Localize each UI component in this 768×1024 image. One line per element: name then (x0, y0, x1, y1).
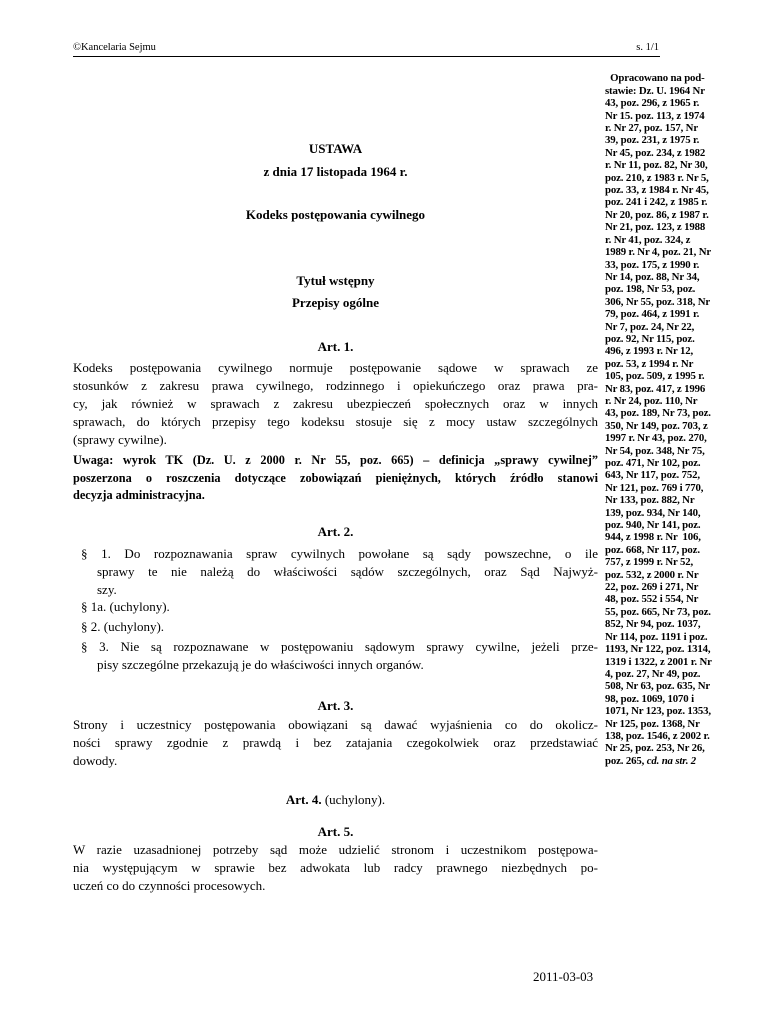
header-page-number: s. 1/1 (636, 42, 659, 53)
section-line: sprawy te nie należą do właściwości sądów szczególnych, oraz Sąd Najwyż- (97, 564, 598, 579)
margin-note-lines: Opracowano na pod- stawie: Dz. U. 1964 Nr 43, poz. 296, z 1965 r. Nr 15. poz. 113, z 1974 r. Nr 27, poz. 157, Nr 39, poz. 231, z 1975 r. Nr 45, poz. 234, z 1982 r. Nr 11, poz. 82, Nr 30, poz. 210, z 1983 r. Nr 5, poz. 33, z 1984 r. Nr 45, poz. 241 i 242, z 1985 r. Nr 20, poz. 86, z 1987 r. Nr 21, poz. 123, z 1988 r. Nr 41, poz. 324, z 1989 r. Nr 4, poz. 21, Nr 33, poz. 175, z 1990 r. Nr 14, poz. 88, Nr 34, poz. 198, Nr 53, poz. 306, Nr 55, poz. 318, Nr 79, poz. 464, z 1991 r. Nr 7, poz. 24, Nr 22, poz. 92, Nr 115, poz. 496, z 1993 r. Nr 12, poz. 53, z 1994 r. Nr 105, poz. 509, z 1995 r. Nr 83, poz. 417, z 1996 r. Nr 24, poz. 110, Nr 43, poz. 189, Nr 73, poz. 350, Nr 149, poz. 703, z 1997 r. Nr 43, poz. 270, Nr 54, poz. 348, Nr 75, poz. 471, Nr 102, poz. 643, Nr 117, poz. 752, Nr 121, poz. 769 i 770, Nr 133, poz. 882, Nr 139, poz. 934, Nr 140, poz. 940, Nr 141, poz. 944, z 1998 r. Nr 106, poz. 668, Nr 117, poz. 757, z 1999 r. Nr 52, poz. 532, z 2000 r. Nr 22, poz. 269 i 271, Nr 48, poz. 552 i 554, Nr 55, poz. 665, Nr 73, poz. 852, Nr 94, poz. 1037, Nr 114, poz. 1191 i poz. 1193, Nr 122, poz. 1314, 1319 i 1322, z 2001 r. Nr 4, poz. 27, Nr 49, poz. 508, Nr 63, poz. 635, Nr 98, poz. 1069, 1070 i 1071, Nr 123, poz. 1353, Nr 125, poz. 1368, Nr 138, poz. 1546, z 2002 r. Nr 25, poz. 253, Nr 26, (605, 72, 712, 755)
art5-heading: Art. 5. (317, 824, 354, 839)
section-line: § 3. Nie są rozpoznawane w postępowaniu sądowym sprawy cywilne, jeżeli prze- (81, 639, 598, 654)
document-title: Kodeks postępowania cywilnego (245, 207, 426, 222)
art4-status: (uchylony). (321, 792, 386, 807)
part-title: Tytuł wstępny (296, 273, 375, 288)
art1-line: (sprawy cywilne). (73, 432, 167, 447)
art5-line: W razie uzasadnionej potrzeby sąd może udzielić stronom i uczestnikom postępowa- (73, 842, 598, 857)
margin-note-sources (605, 60, 731, 767)
art2-heading: Art. 2. (317, 524, 354, 539)
art1-line: Kodeks postępowania cywilnego normuje postępowanie sądowe w sprawach ze (73, 360, 598, 375)
section-line: szy. (97, 582, 117, 597)
header-copyright: ©Kancelaria Sejmu (73, 42, 156, 53)
art1-heading: Art. 1. (317, 339, 354, 354)
art2-section-2: § 2. (uchylony). (81, 619, 165, 634)
document-date: z dnia 17 listopada 1964 r. (263, 164, 408, 179)
part-subtitle: Przepisy ogólne (291, 295, 379, 310)
art1-note (73, 452, 598, 505)
art1-line: cy, jak również w sprawach z zakresu ubezpieczeń społecznych oraz w innych (73, 396, 598, 411)
section-line: § 1. Do rozpoznawania spraw cywilnych powołane są sądy powszechne, o ile (81, 546, 598, 561)
footer-date: 2011-03-03 (533, 969, 594, 984)
art3-line: dowody. (73, 753, 118, 768)
note-line: Uwaga: wyrok TK (Dz. U. z 2000 r. Nr 55, poz. 665) – definicja „sprawy cywilnej” (73, 453, 598, 467)
art5-line: uczeń co do czynności procesowych. (73, 878, 266, 893)
art3-heading: Art. 3. (317, 698, 354, 713)
note-line: poszerzona o roszczenia dotyczące zobowiązań pieniężnych, których źródło stanowi (73, 470, 598, 485)
art3-line: ności sprawy zgodnie z prawdą i bez zatajania czegokolwiek oraz przedstawiać (73, 735, 598, 750)
margin-note-last-line: poz. 265, (605, 754, 647, 767)
section-line: pisy szczególne przekazują je do właściwości innych organów. (97, 657, 424, 672)
art2-section-1 (81, 545, 598, 599)
art3-text (73, 716, 598, 770)
margin-note-continuation: cd. na str. 2 (646, 754, 697, 767)
art4-heading: Art. 4. (uchylony). (285, 792, 386, 807)
art5-text (73, 841, 598, 895)
art3-line: Strony i uczestnicy postępowania obowiązani są dawać wyjaśnienia co do okolicz- (73, 717, 598, 732)
art2-section-1a: § 1a. (uchylony). (81, 599, 170, 614)
document-type: USTAWA (308, 141, 363, 156)
header-divider (73, 56, 660, 57)
art1-line: stosunków z zakresu prawa cywilnego, rodzinnego i opiekuńczego oraz prawa pra- (73, 378, 598, 393)
art5-line: nia występującym w sprawie bez adwokata lub radcy prawnego niezbędnych po- (73, 860, 598, 875)
art1-text (73, 359, 598, 449)
note-line: decyzja administracyjna. (73, 488, 205, 502)
art2-section-3 (81, 638, 598, 674)
art1-line: sprawach, do których przepisy tego kodeksu stosuje się z mocy ustaw szczególnych (73, 414, 598, 429)
